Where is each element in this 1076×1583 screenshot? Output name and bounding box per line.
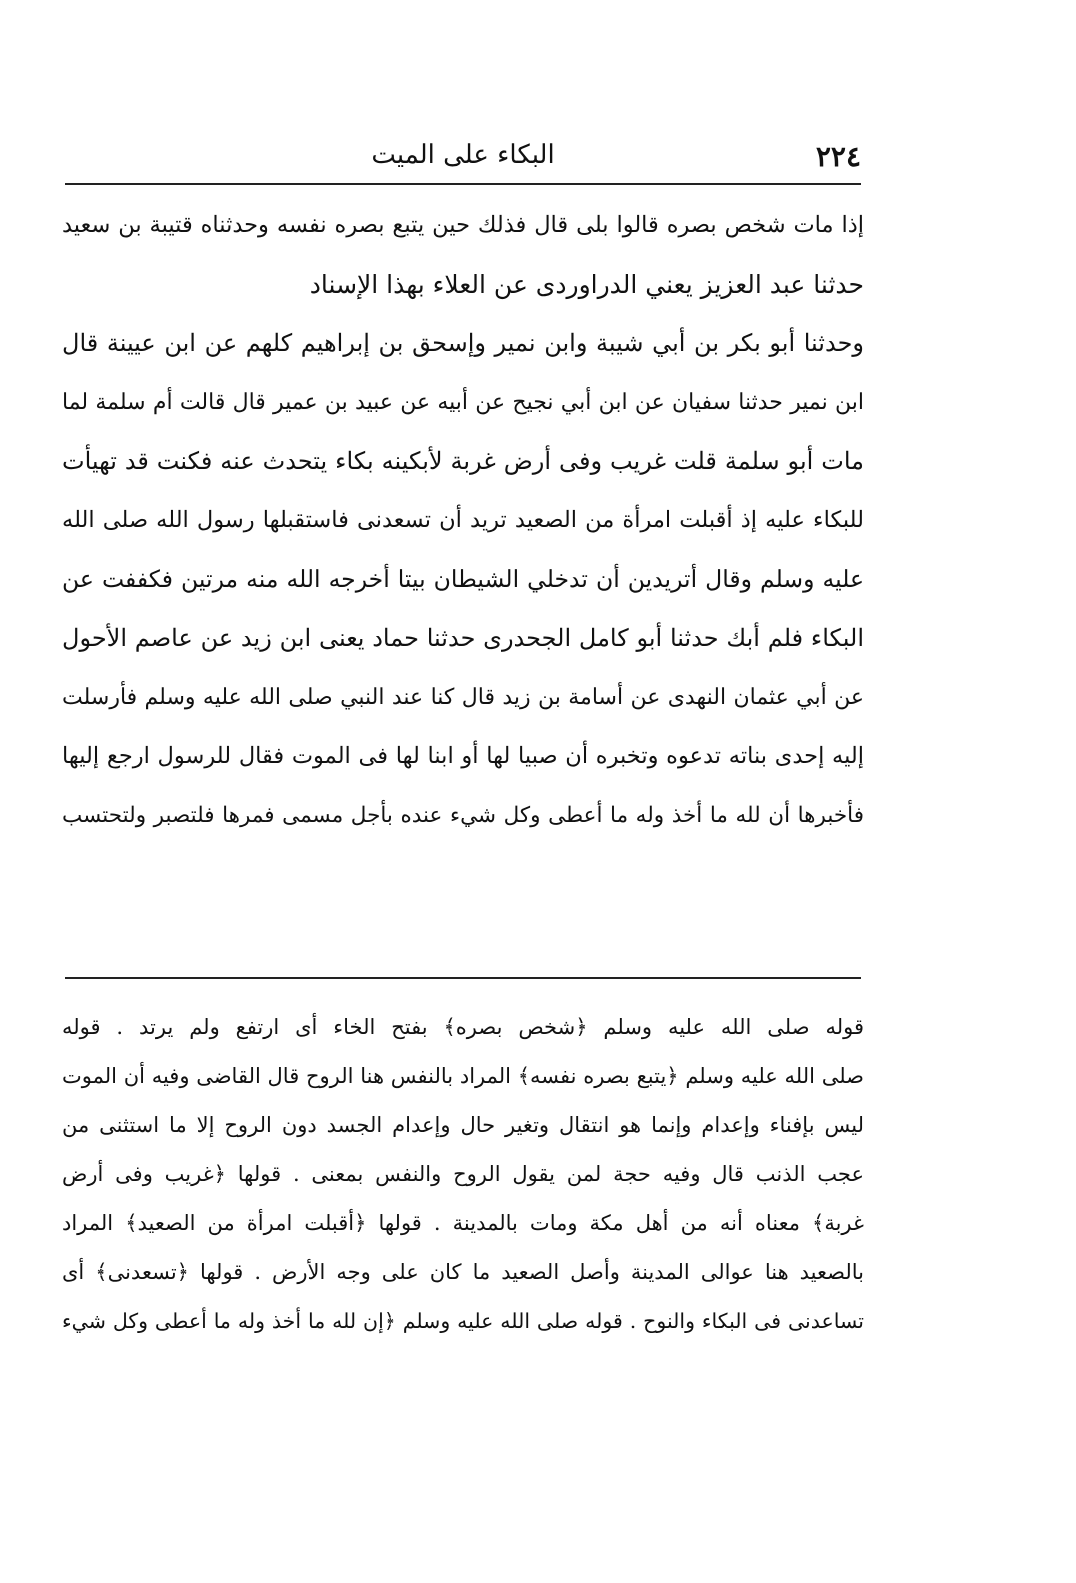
hadith-line: عن أبي عثمان النهدى عن أسامة بن زيد قال كنا عند النبي صلى الله عليه وسلم فأرسلت xyxy=(62,685,864,710)
hadith-line: وحدثنا أبو بكر بن أبي شيبة وابن نمير وإسحق بن إبراهيم كلهم عن ابن عيينة قال xyxy=(62,329,864,357)
commentary-divider xyxy=(65,977,861,979)
commentary-line: بالصعيد هنا عوالى المدينة وأصل الصعيد ما كان على وجه الأرض . قولها ﴿تسعدنى﴾ أى xyxy=(62,1260,864,1284)
commentary-line: صلى الله عليه وسلم ﴿يتبع بصره نفسه﴾ المراد بالنفس هنا الروح قال القاضى وفيه أن الموت xyxy=(62,1064,864,1088)
hadith-line: للبكاء عليه إذ أقبلت امرأة من الصعيد تريد أن تسعدنى فاستقبلها رسول الله صلى الله xyxy=(62,507,864,533)
commentary-line: غربة﴾ معناه أنه من أهل مكة ومات بالمدينة . قولها ﴿أقبلت امرأة من الصعيد﴾ المراد xyxy=(62,1211,864,1235)
hadith-line: مات أبو سلمة قلت غريب وفى أرض غربة لأبكينه بكاء يتحدث عنه فكنت قد تهيأت xyxy=(62,447,864,475)
running-title: البكاء على الميت xyxy=(371,140,555,170)
hadith-line: عليه وسلم وقال أتريدين أن تدخلي الشيطان بيتا أخرجه الله منه مرتين فكففت عن xyxy=(62,565,864,593)
hadith-line: إذا مات شخص بصره قالوا بلى قال فذلك حين يتبع بصره نفسه وحدثناه قتيبة بن سعيد xyxy=(62,212,864,238)
hadith-line: فأخبرها أن لله ما أخذ وله ما أعطى وكل شيء عنده بأجل مسمى فمرها فلتصبر ولتحتسب xyxy=(62,803,864,828)
commentary-line: ليس بإفناء وإعدام وإنما هو انتقال وتغير حال وإعدام الجسد دون الروح إلا ما استثنى من xyxy=(62,1113,864,1137)
hadith-text-block xyxy=(62,196,864,845)
commentary-line: عجب الذنب قال وفيه حجة لمن يقول الروح والنفس بمعنى . قولها ﴿غريب وفى أرض xyxy=(62,1162,864,1186)
page-number: ٢٢٤ xyxy=(815,140,861,173)
hadith-line: ابن نمير حدثنا سفيان عن ابن أبي نجيح عن أبيه عن عبيد بن عمير قال قالت أم سلمة لما xyxy=(62,390,864,415)
commentary-line: تساعدنى فى البكاء والنوح . قوله صلى الله عليه وسلم ﴿إن لله ما أخذ وله ما أعطى وكل شيء xyxy=(62,1309,864,1333)
hadith-line: حدثنا عبد العزيز يعني الدراوردى عن العلاء بهذا الإسناد xyxy=(309,270,864,299)
hadith-line: إليه إحدى بناته تدعوه وتخبره أن صبيا لها أو ابنا لها فى الموت فقال للرسول ارجع إليها xyxy=(62,743,864,769)
page-header xyxy=(65,138,861,182)
hadith-line: البكاء فلم أبك حدثنا أبو كامل الجحدرى حدثنا حماد يعنى ابن زيد عن عاصم الأحول xyxy=(62,624,864,652)
header-divider xyxy=(65,183,861,185)
commentary-line: قوله صلى الله عليه وسلم ﴿شخص بصره﴾ بفتح الخاء أى ارتفع ولم يرتد . قوله xyxy=(62,1015,864,1039)
commentary-block xyxy=(62,1003,864,1346)
